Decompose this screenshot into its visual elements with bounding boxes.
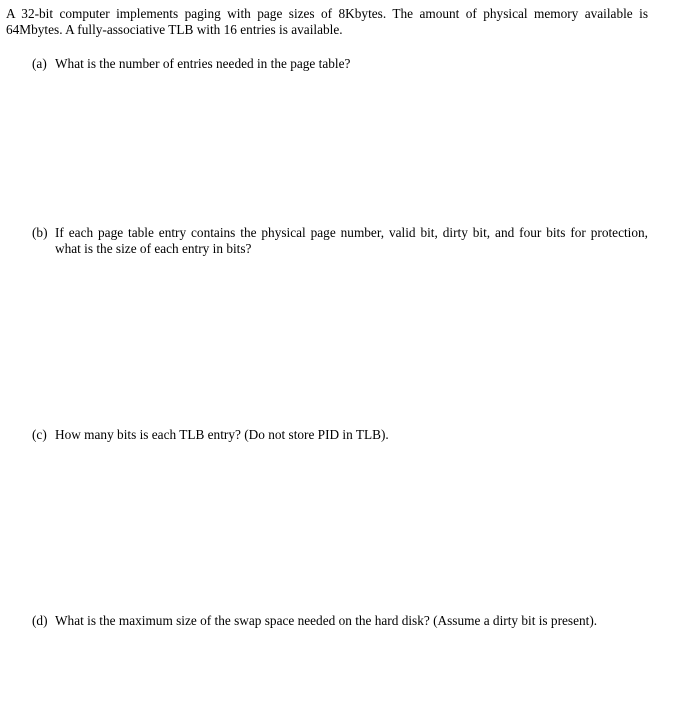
question-a — [32, 56, 648, 72]
question-a-label: (a) — [32, 56, 47, 71]
question-b-label: (b) — [32, 225, 48, 240]
question-d — [32, 613, 648, 629]
question-d-label: (d) — [32, 613, 48, 628]
question-c — [32, 427, 648, 443]
question-b-text: If each page table entry contains the physical page number, valid bit, dirty bit, and four bits for protection, what is the size of each entry in bits? — [55, 225, 648, 256]
question-d-text: What is the maximum size of the swap space needed on the hard disk? (Assume a dirty bit is present). — [55, 613, 598, 628]
question-b — [32, 225, 648, 257]
problem-intro: A 32-bit computer implements paging with page sizes of 8Kbytes. The amount of physical memory available is 64Mbytes. A fully-associative TLB with 16 entries is available. — [6, 6, 648, 37]
question-a-text: What is the number of entries needed in the page table? — [55, 56, 351, 71]
question-c-label: (c) — [32, 427, 47, 442]
question-c-text: How many bits is each TLB entry? (Do not store PID in TLB). — [55, 427, 389, 442]
